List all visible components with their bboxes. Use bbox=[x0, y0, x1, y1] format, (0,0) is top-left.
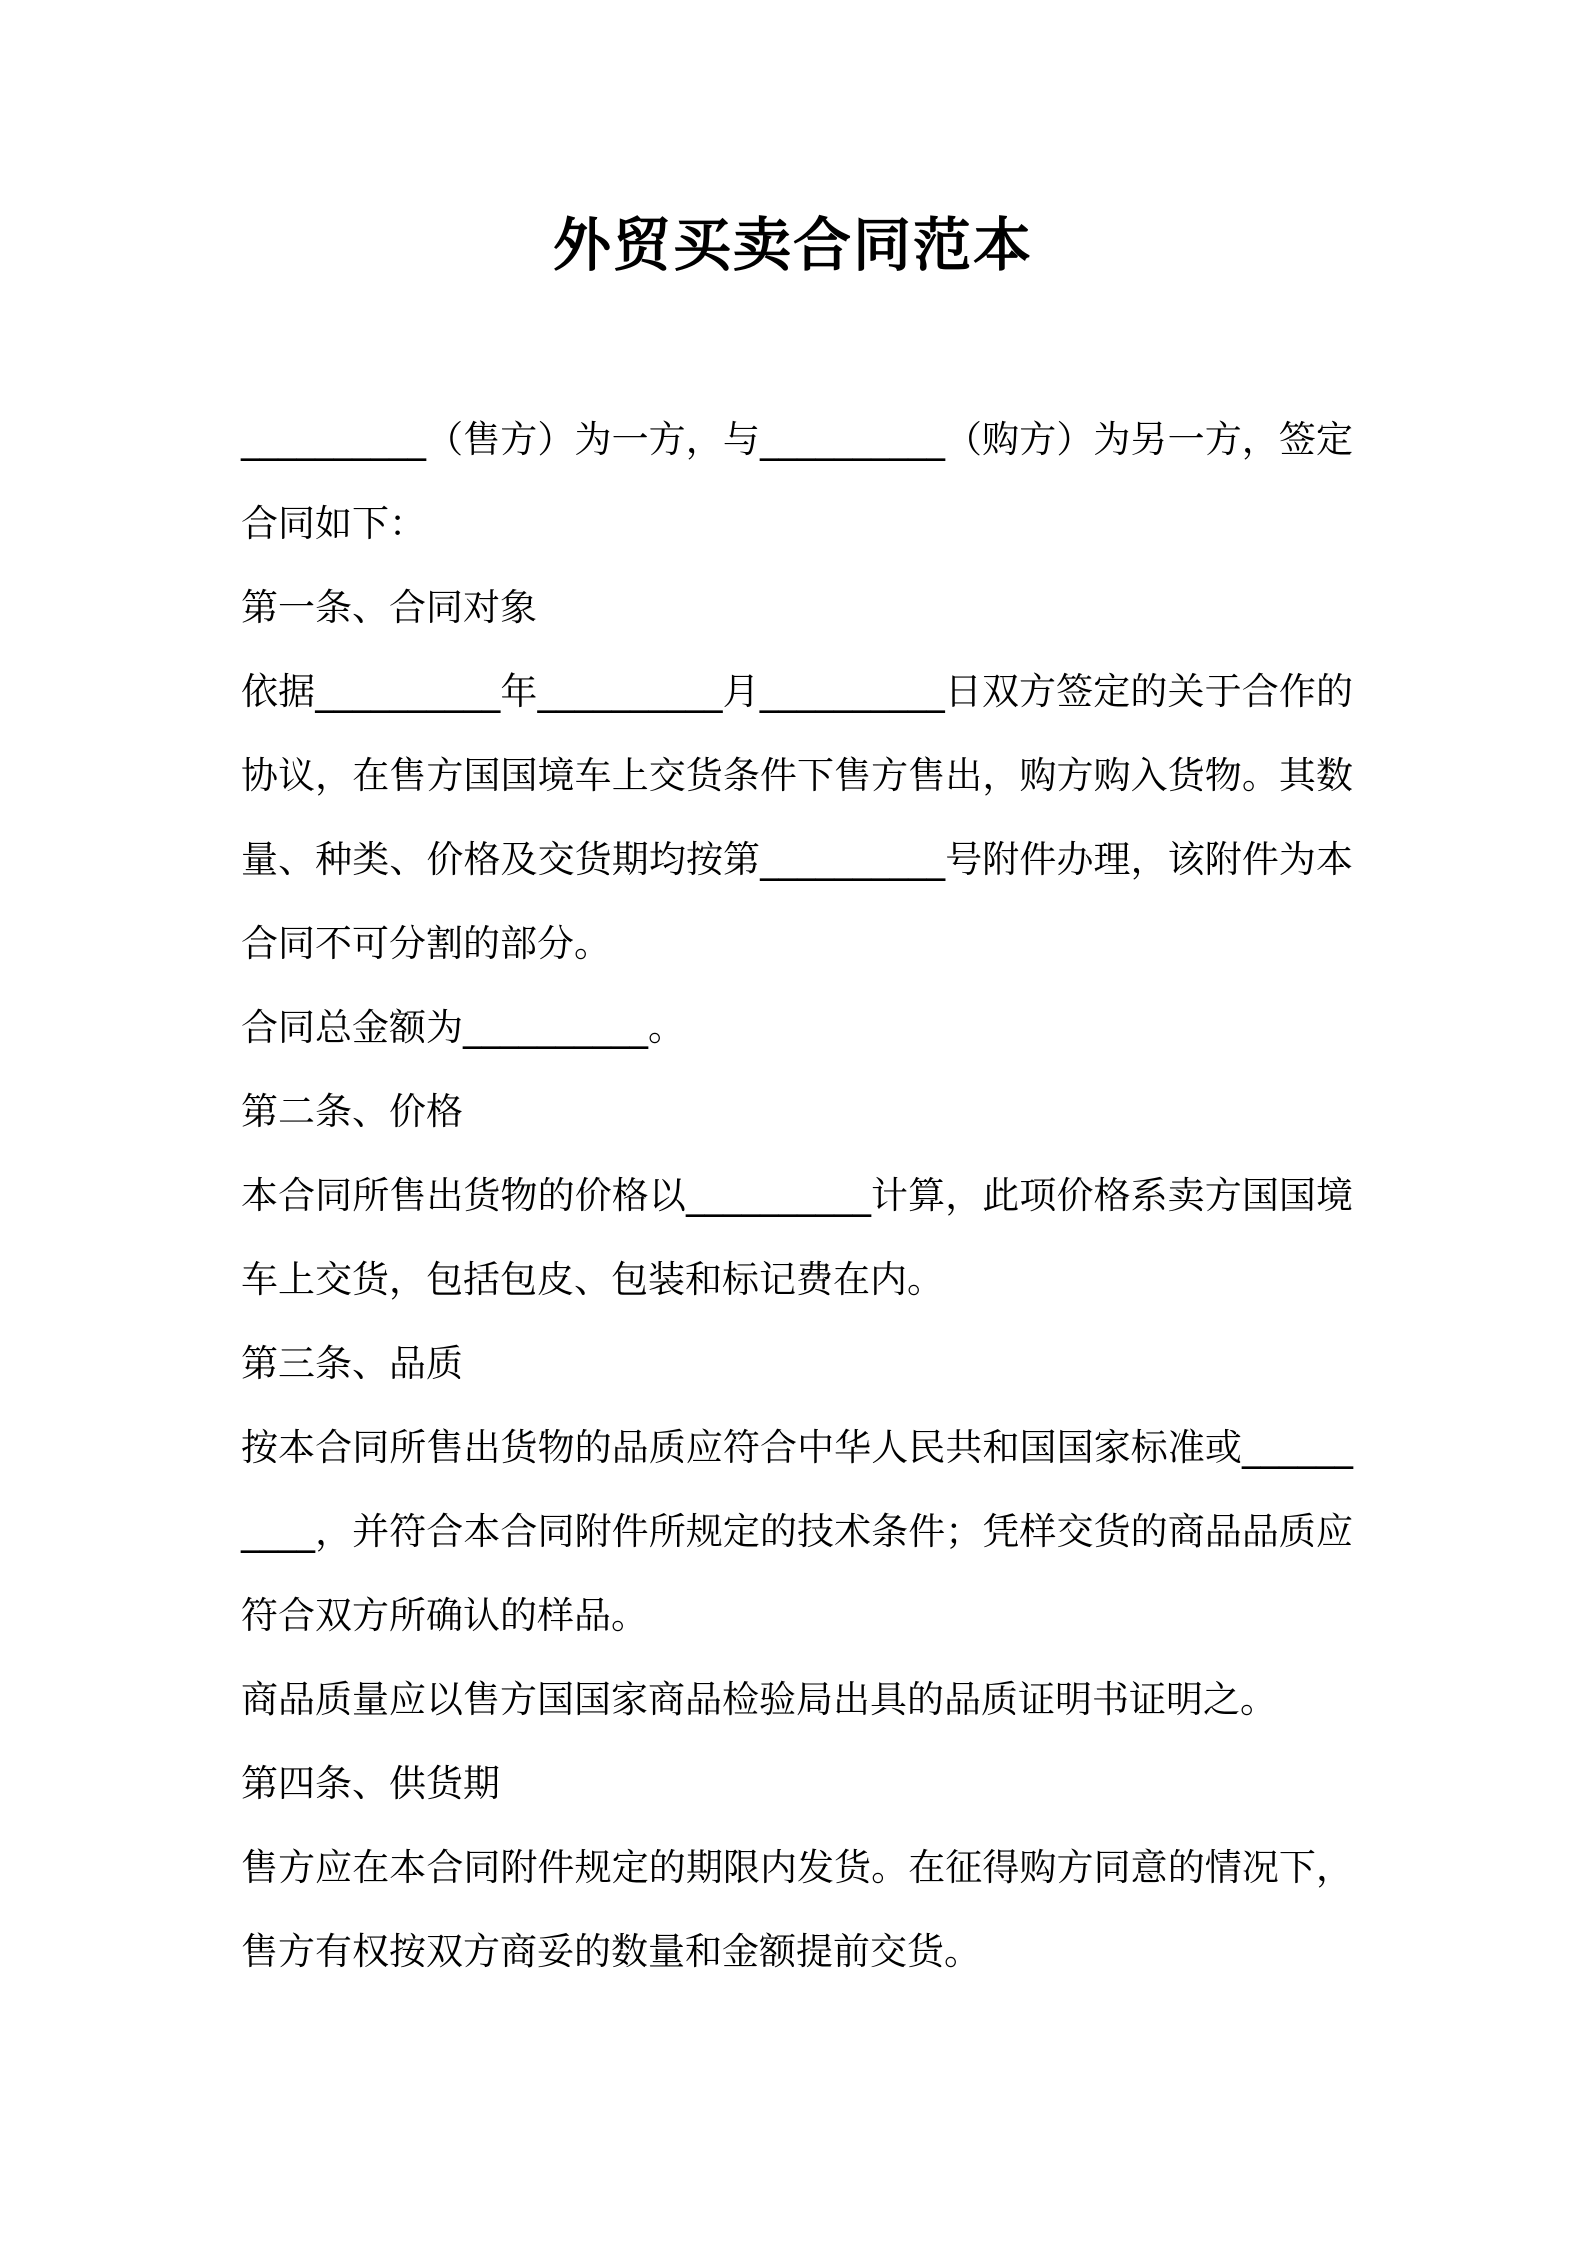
total-amount-paragraph: 合同总金额为__________。 bbox=[241, 1006, 685, 1049]
document-body bbox=[241, 398, 1353, 1994]
article-1-heading: 第一条、合同对象 bbox=[241, 586, 537, 629]
article-1-paragraph: 依据__________年__________月__________日双方签定的关于合作的协议，在售方国国境车上交货条件下售方售出，购方购入货物。其数量、种类、价格及交货期均按第__________号附件办理，该附件为本合同不可分割的部分。 bbox=[241, 670, 1353, 965]
article-4-heading: 第四条、供货期 bbox=[241, 1762, 500, 1805]
article-2-heading: 第二条、价格 bbox=[241, 1090, 463, 1133]
article-2-paragraph: 本合同所售出货物的价格以__________计算，此项价格系卖方国国境车上交货，包括包皮、包装和标记费在内。 bbox=[241, 1174, 1353, 1301]
article-4-paragraph: 售方应在本合同附件规定的期限内发货。在征得购方同意的情况下，售方有权按双方商妥的数量和金额提前交货。 bbox=[241, 1846, 1353, 1973]
article-3-heading: 第三条、品质 bbox=[241, 1342, 463, 1385]
quality-certificate-paragraph: 商品质量应以售方国国家商品检验局出具的品质证明书证明之。 bbox=[241, 1678, 1277, 1721]
document-title: 外贸买卖合同范本 bbox=[552, 211, 1033, 279]
preamble-paragraph: __________（售方）为一方，与__________（购方）为另一方，签定合同如下： bbox=[241, 418, 1353, 545]
article-3-paragraph: 按本合同所售出货物的品质应符合中华人民共和国国家标准或__________，并符合本合同附件所规定的技术条件；凭样交货的商品品质应符合双方所确认的样品。 bbox=[241, 1426, 1353, 1637]
